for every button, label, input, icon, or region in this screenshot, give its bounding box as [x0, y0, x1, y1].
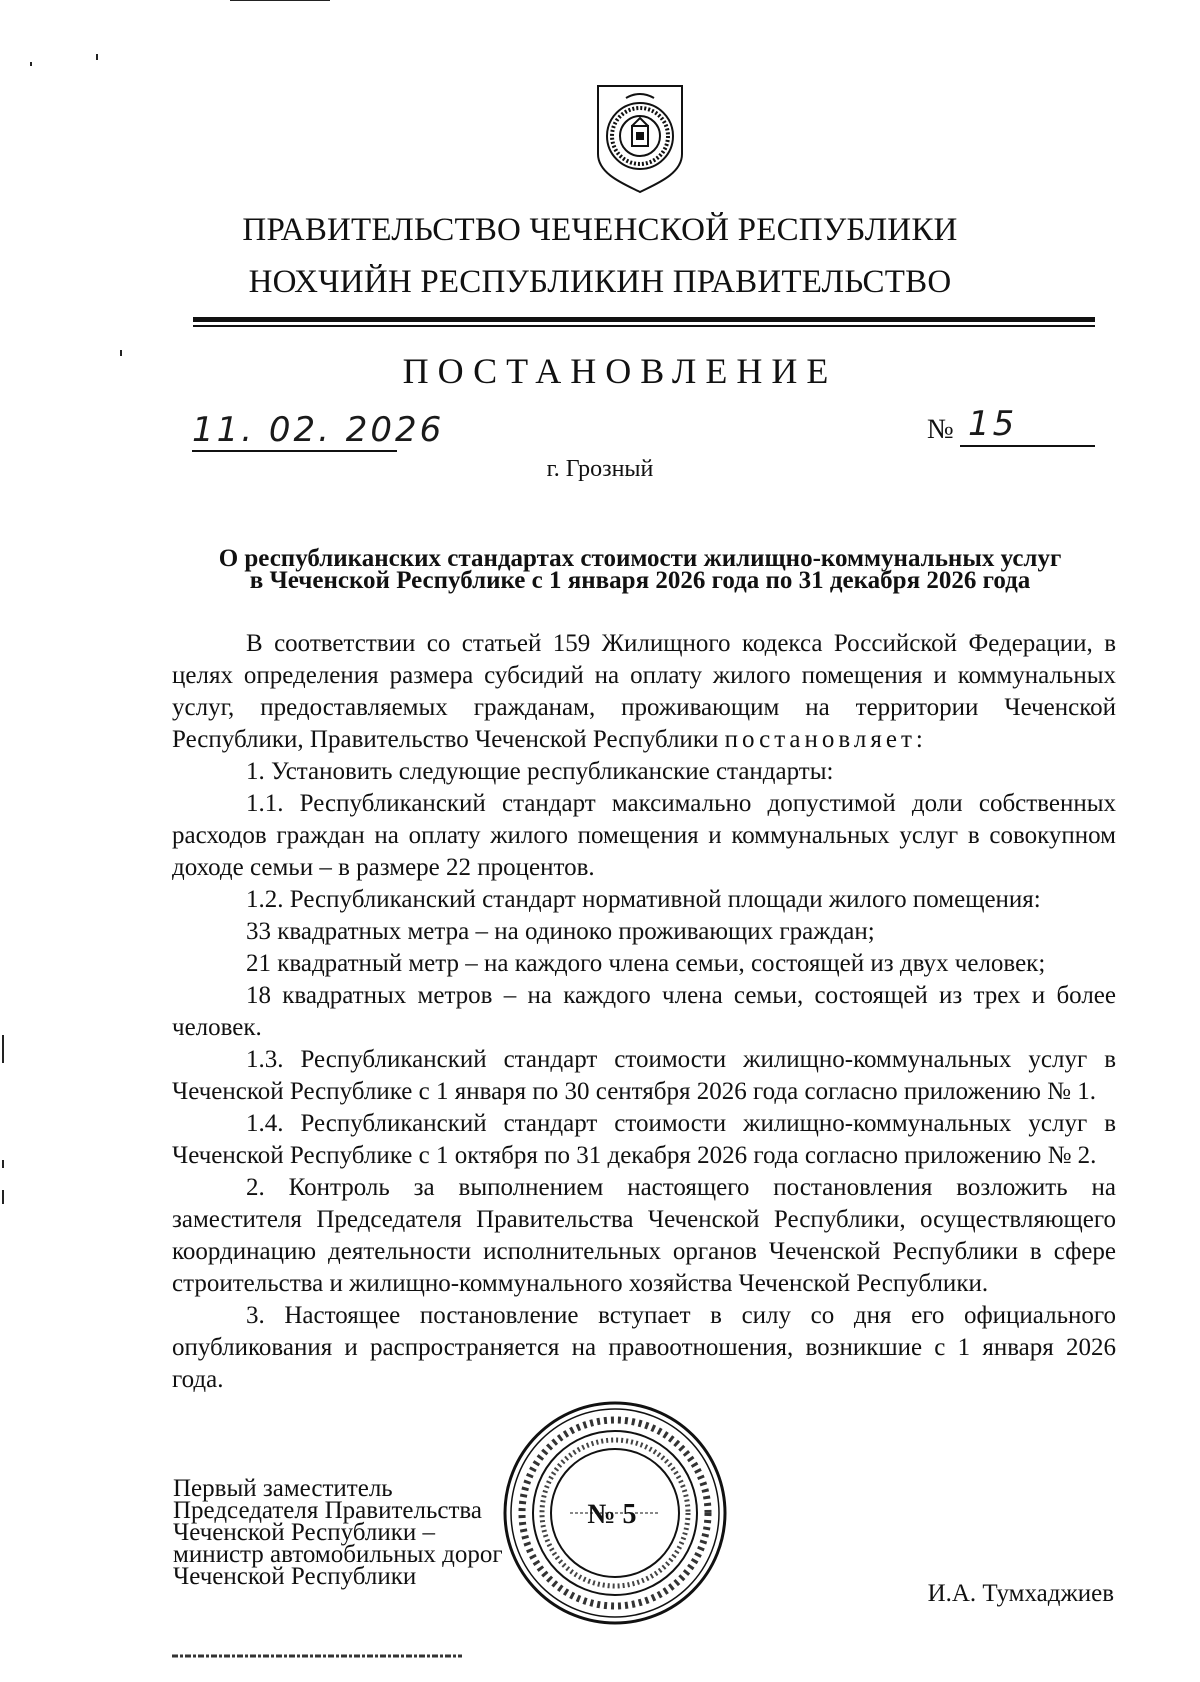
paragraph-1-2: 1.2. Республиканский стандарт нормативной площади жилого помещения:: [246, 886, 1041, 913]
paragraph-1-2-a: 33 квадратных метра – на одиноко проживающих граждан;: [246, 918, 875, 945]
signatory-position: [173, 1475, 503, 1590]
file-reference-mark: [172, 1653, 462, 1661]
scan-mark: [2, 1190, 4, 1204]
signatory-name: И.А. Тумхаджиев: [927, 1580, 1114, 1607]
document-type: ПОСТАНОВЛЕНИЕ: [402, 351, 838, 391]
stamp-number: № 5: [587, 1499, 637, 1530]
document-heading: [160, 545, 1120, 594]
signatory-line-4: министр автомобильных дорог: [173, 1541, 503, 1568]
file-reference-scribble: [172, 1653, 462, 1659]
document-body: [172, 628, 1116, 1396]
city: г. Грозный: [546, 456, 654, 482]
scan-mark: [2, 1035, 4, 1063]
paragraph-2: 2. Контроль за выполнением настоящего постановления возложить на заместителя Председателя Правительства Чеченской Республики, осуществляющего координацию деятельности исполнительных органов Чеченской Республики в сфере строительства и жилищно-коммунального хозяйства Чеченской Республики.: [172, 1174, 1116, 1297]
number-underline: [960, 445, 1095, 447]
date-underline: [192, 450, 397, 452]
paragraph-1-1: 1.1. Республиканский стандарт максимально допустимой доли собственных расходов граждан на оплату жилого помещения и коммунальных услуг в совокупном доходе семьи – в размере 22 процентов.: [172, 790, 1116, 881]
paragraph-1-2-c: 18 квадратных метров – на каждого члена семьи, состоящей из трех и более человек.: [172, 982, 1116, 1041]
heading-line-1: О республиканских стандартах стоимости жилищно-коммунальных услуг: [218, 545, 1062, 572]
registration-stamp: [500, 1398, 730, 1628]
signatory-line-5: Чеченской Республики: [173, 1563, 417, 1590]
signatory-line-3: Чеченской Республики –: [173, 1519, 436, 1546]
heading-line-2: в Чеченской Республике с 1 января 2026 года по 31 декабря 2026 года: [249, 567, 1031, 594]
header-rule-thin: [193, 325, 1095, 327]
scan-mark: [2, 1160, 4, 1168]
scan-mark: [96, 54, 98, 60]
scan-mark: [30, 62, 32, 66]
government-title-ru: ПРАВИТЕЛЬСТВО ЧЕЧЕНСКОЙ РЕСПУБЛИКИ: [242, 212, 958, 248]
header-rule: [193, 317, 1095, 322]
paragraph-1-2-b: 21 квадратный метр – на каждого члена семьи, состоящей из двух человек;: [246, 950, 1046, 977]
government-title-ce: НОХЧИЙН РЕСПУБЛИКИН ПРАВИТЕЛЬСТВО: [248, 264, 952, 300]
coat-of-arms-emblem: [596, 84, 684, 194]
preamble-text: В соответствии со статьей 159 Жилищного кодекса Российской Федерации, в целях определения размера субсидий на оплату жилого помещения и коммунальных услуг, предоставляемых гражданам, проживающим на территории Чеченской Республики, Правительство Чеченской Республики: [172, 630, 1116, 753]
paragraph-3: 3. Настоящее постановление вступает в силу со дня его официального опубликования и распространяется на правоотношения, возникшие с 1 января 2026 года.: [172, 1302, 1116, 1393]
paragraph-1-4: 1.4. Республиканский стандарт стоимости жилищно-коммунальных услуг в Чеченской Республике с 1 октября по 31 декабря 2026 года согласно приложению № 2.: [172, 1110, 1116, 1169]
resolves-word: постановляет:: [724, 726, 927, 753]
paragraph-1-3: 1.3. Республиканский стандарт стоимости жилищно-коммунальных услуг в Чеченской Республике с 1 января по 30 сентября 2026 года согласно приложению № 1.: [172, 1046, 1116, 1105]
signatory-line-2: Председателя Правительства: [173, 1497, 482, 1524]
document-number: 15: [968, 404, 1018, 444]
preamble: [172, 628, 1116, 756]
paragraph-1: 1. Установить следующие республиканские стандарты:: [246, 758, 834, 785]
signatory-line-1: Первый заместитель: [173, 1475, 393, 1502]
number-label: №: [927, 414, 954, 445]
document-date: 11. 02. 2026: [192, 410, 445, 450]
scan-mark: [230, 0, 330, 1]
